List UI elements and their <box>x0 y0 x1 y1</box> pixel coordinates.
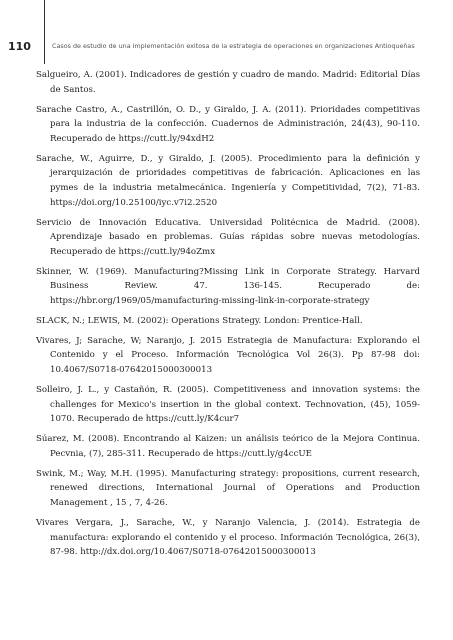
header-divider <box>44 0 45 64</box>
reference-item: Swink, M.; Way, M.H. (1995). Manufacturing strategy: propositions, current research, renewed directions, International Journal of Operations and Production Management , 15 , 7, 4-26. <box>36 468 420 508</box>
running-title: Casos de estudio de una implementación exitosa de la estrategia de operaciones en organizaciones Antioqueñas <box>52 42 415 50</box>
reference-item: Salgueiro, A. (2001). Indicadores de gestión y cuadro de mando. Madrid: Editorial Días de Santos. <box>36 70 420 95</box>
reference-item: Vivares, J; Sarache, W; Naranjo, J. 2015 Estrategia de Manufactura: Explorando el Contenido y el Proceso. Información Tecnológica Vol 26(3). Pp 87-98 doi: 10.4067/S0718-07642015000300013 <box>36 335 420 376</box>
reference-item: Vivares Vergara, J., Sarache, W., y Naranjo Valencia, J. (2014). Estrategia de manufactura: explorando el contenido y el proceso. Información Tecnológica, 26(3), 87-98. http://dx.doi.org/10.4067/S0718-07642015000300013 <box>36 517 420 558</box>
page-number: 110 <box>8 40 31 53</box>
reference-item: Solleiro, J. L., y Castañón, R. (2005). Competitiveness and innovation systems: the challenges for Mexico's insertion in the global context. Technovation, (45), 1059-1070. Recuperado de https://cutt.ly/K4cur7 <box>36 385 420 425</box>
reference-list <box>36 68 420 565</box>
reference-item: Sarache Castro, A., Castrillón, O. D., y Giraldo, J. A. (2011). Prioridades competitivas para la industria de la confección. Cuadernos de Administración, 24(43), 90-110. Recuperado de https://cutt.ly/94xdH2 <box>36 104 420 144</box>
reference-item: Sarache, W., Aguirre, D., y Giraldo, J. (2005). Procedimiento para la definición y jerarquización de prioridades competitivas de fabricación. Aplicaciones en las pymes de la industria metalmecánica. Ingeniería y Competitividad, 7(2), 71-83. https://doi.org/10.25100/iyc.v7i2.2520 <box>36 153 420 208</box>
reference-item: Súarez, M. (2008). Encontrando al Kaizen: un análisis teórico de la Mejora Continua. Pecvnia, (7), 285-311. Recuperado de https://cutt.ly/g4ccUE <box>36 434 420 459</box>
reference-item: SLACK, N.; LEWIS, M. (2002): Operations Strategy. London: Prentice-Hall. <box>36 315 363 326</box>
reference-item: Skinner, W. (1969). Manufacturing?Missing Link in Corporate Strategy. Harvard Business Review. 47. 136-145. Recuperado de: https://hbr.org/1969/05/manufacturing-missing-link-in-corporate-strategy <box>36 266 420 306</box>
page-header <box>0 0 453 60</box>
reference-item: Servicio de Innovación Educativa. Universidad Politécnica de Madrid. (2008). Aprendizaje basado en problemas. Guías rápidas sobre nuevas metodologías. Recuperado de https://cutt.ly/94oZmx <box>36 217 420 257</box>
